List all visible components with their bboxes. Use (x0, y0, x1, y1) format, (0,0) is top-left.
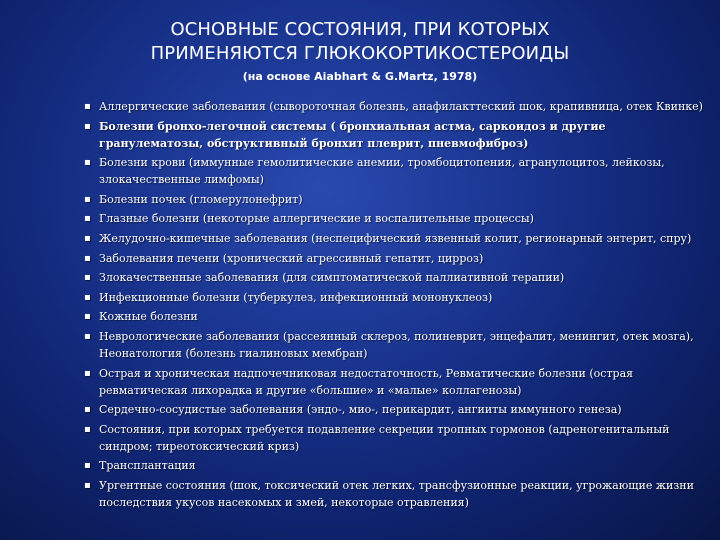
list-item-text: Ургентные состояния (шок, токсический отек легких, трансфузионные реакции, угрожающие жизни последствия укусов насекомых и змей, некоторые отравления) (99, 478, 694, 509)
list-item-text: Желудочно-кишечные заболевания (неспецифический язвенный колит, регионарный энтерит, спру) (99, 231, 692, 245)
list-item (84, 269, 708, 286)
list-item-text: Болезни почек (гломерулонефрит) (99, 192, 303, 206)
bullet-icon: ▪ (84, 367, 91, 379)
slide-title (110, 18, 610, 66)
list-item (84, 457, 708, 474)
list-item-text: Аллергические заболевания (сывороточная болезнь, анафилакттеский шок, крапивница, отек Квинке) (99, 100, 703, 113)
list-item (84, 154, 708, 188)
list-item (84, 289, 708, 306)
list-item-text: Глазные болезни (некоторые аллергические и воспалительные процессы) (99, 212, 534, 226)
list-item (84, 308, 708, 325)
list-item (84, 477, 708, 511)
list-item-text: Инфекционные болезни (туберкулез, инфекционный мононуклеоз) (99, 290, 493, 304)
list-item (84, 328, 708, 362)
bullet-icon: ▪ (84, 101, 91, 112)
list-item-text: Трансплантация (99, 459, 196, 473)
list-item (84, 98, 708, 115)
bullet-icon: ▪ (84, 423, 91, 435)
list-item-text: Неврологические заболевания (рассеянный склероз, полиневрит, энцефалит, менингит, отек мозга), Неонатология (болезнь гиалиновых мембран) (99, 329, 694, 360)
list-item-text: Состояния, при которых требуется подавление секреции тропных гормонов (адреногенитальный синдром; тиреотоксический криз) (99, 422, 670, 453)
list-item-text: Сердечно-сосудистые заболевания (эндо-, мио-, перикардит, ангииты иммунного генеза) (99, 403, 622, 417)
bullet-icon: ▪ (84, 120, 91, 132)
bullet-icon: ▪ (84, 157, 91, 169)
list-item (84, 401, 708, 418)
list-item-text: Кожные болезни (99, 310, 198, 324)
list-item (84, 191, 708, 208)
bullet-icon: ▪ (84, 460, 91, 472)
list-item (84, 118, 708, 152)
list-item (84, 365, 708, 399)
bullet-icon: ▪ (84, 479, 91, 491)
bullet-icon: ▪ (84, 252, 91, 264)
bullet-icon: ▪ (84, 330, 91, 342)
list-item-text: Острая и хроническая надпочечниковая недостаточность, Ревматические болезни (острая ревматическая лихорадка и другие «большие» и «малые» коллагенозы) (99, 366, 634, 397)
list-item-text: Болезни бронхо-легочной системы ( бронхиальная астма, саркоидоз и другие гранулематозы, обструктивный бронхит плеврит, пневмофиброз) (99, 119, 606, 150)
list-item (84, 210, 708, 227)
list-item-text: Заболевания печени (хронический агрессивный гепатит, цирроз) (99, 251, 484, 265)
bullet-icon: ▪ (84, 311, 91, 323)
list-item (84, 421, 708, 455)
title-line-2: ПРИМЕНЯЮТСЯ ГЛЮКОКОРТИКОСТЕРОИДЫ (150, 43, 570, 64)
list-item (84, 250, 708, 267)
bullet-icon: ▪ (84, 291, 91, 303)
list-item-text: Болезни крови (иммунные гемолитические анемии, тромбоцитопения, агранулоцитоз, лейкозы, злокачественные лимфомы) (99, 156, 665, 187)
title-line-1: ОСНОВНЫЕ СОСТОЯНИЯ, ПРИ КОТОРЫХ (170, 19, 550, 40)
slide-subtitle: (на основе Aiabhart & G.Martz, 1978) (242, 70, 478, 83)
bullet-icon: ▪ (84, 272, 91, 284)
bullet-icon: ▪ (84, 404, 91, 416)
list-item (84, 230, 708, 247)
conditions-list (84, 98, 708, 514)
bullet-icon: ▪ (84, 213, 91, 225)
bullet-icon: ▪ (84, 193, 91, 205)
bullet-icon: ▪ (84, 232, 91, 244)
list-item-text: Злокачественные заболевания (для симптоматической паллиативной терапии) (99, 271, 565, 285)
